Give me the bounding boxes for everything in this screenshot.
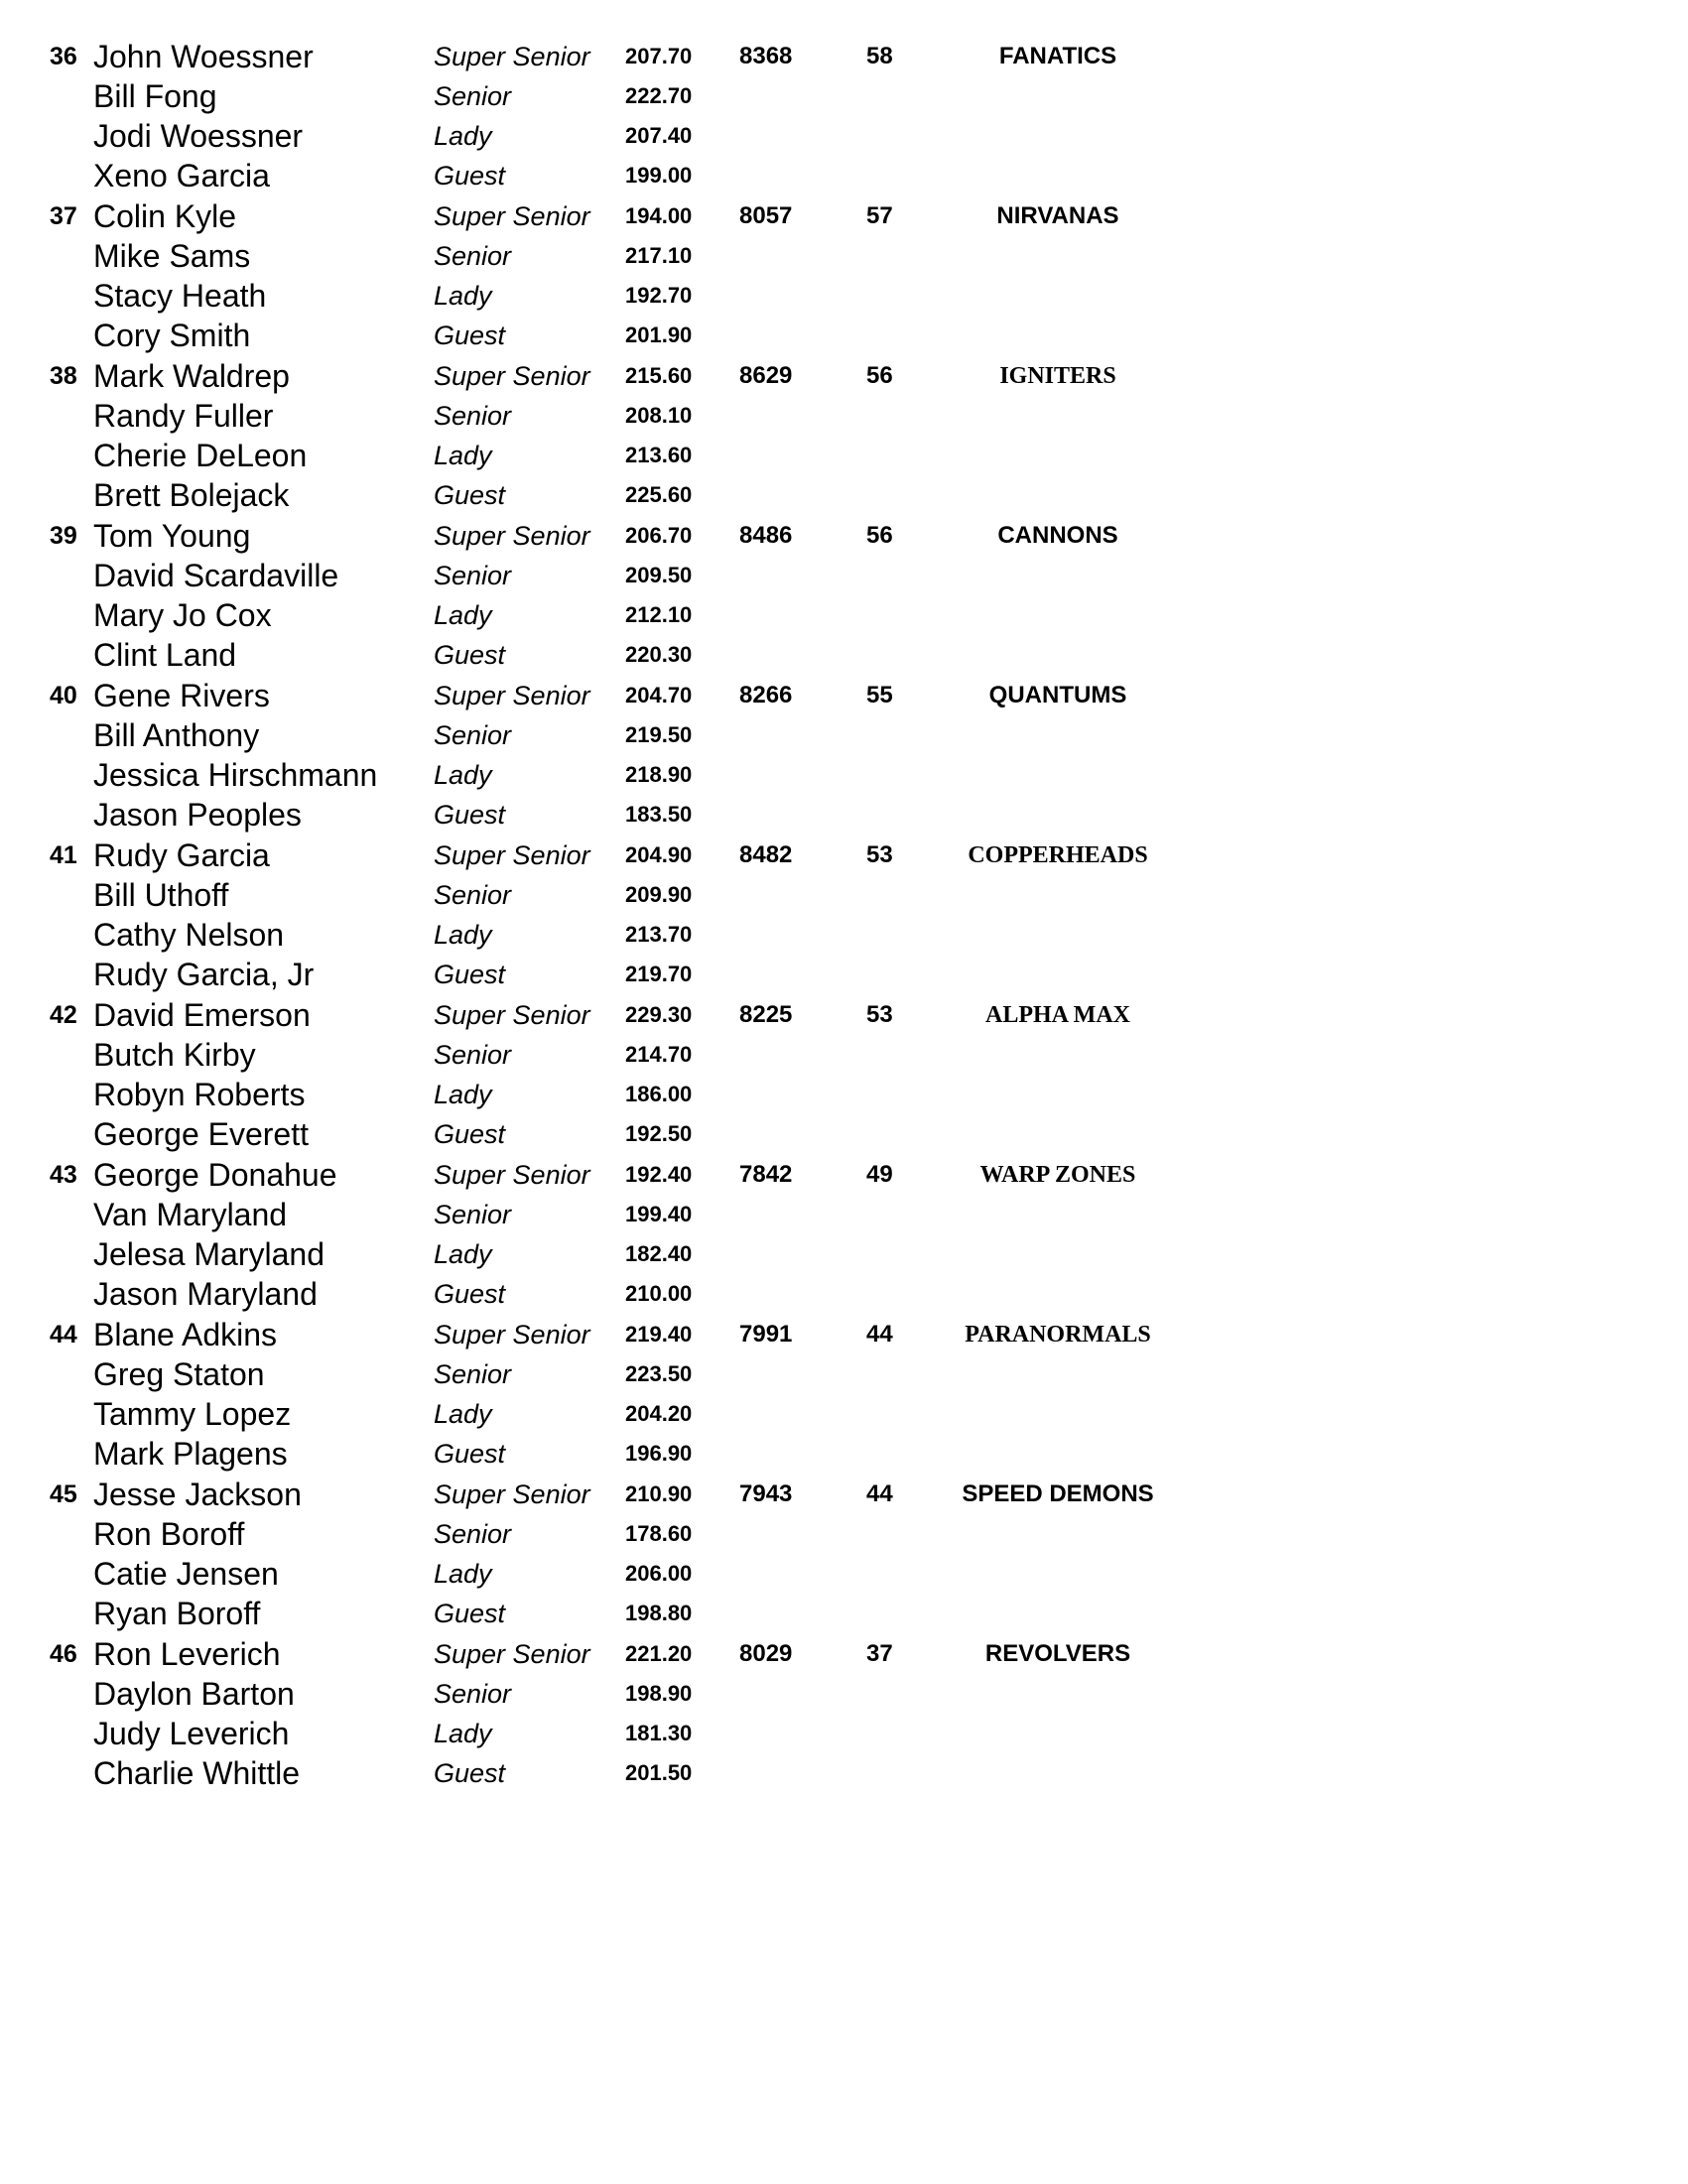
team-name: NIRVANAS <box>996 202 1119 229</box>
team-points: 44 <box>866 1321 893 1348</box>
team-rank: 44 <box>50 1321 77 1349</box>
bowler-average: 219.70 <box>625 962 693 986</box>
bowler-name: Jodi Woessner <box>93 118 304 154</box>
bowler-average: 186.00 <box>625 1082 693 1106</box>
bowler-average: 192.70 <box>625 283 693 308</box>
bowler-name: George Donahue <box>93 1157 337 1193</box>
team-points: 56 <box>866 362 893 389</box>
team-rank: 37 <box>50 202 77 230</box>
bowler-division: Super Senior <box>434 201 590 231</box>
standings-list <box>0 37 1688 1794</box>
bowler-name: Cory Smith <box>93 318 251 353</box>
member-row <box>0 1753 1688 1793</box>
member-row <box>0 116 1688 156</box>
team-points: 37 <box>866 1640 893 1667</box>
team-name: IGNITERS <box>999 363 1116 389</box>
team-rank: 46 <box>50 1640 77 1668</box>
bowler-division: Senior <box>434 1040 512 1070</box>
team-pins: 7991 <box>739 1321 793 1348</box>
bowler-division: Lady <box>434 1399 492 1429</box>
member-row <box>0 1075 1688 1114</box>
bowler-average: 219.50 <box>625 722 693 747</box>
bowler-average: 198.90 <box>625 1681 693 1706</box>
member-row <box>0 595 1688 635</box>
bowler-name: Gene Rivers <box>93 678 270 713</box>
bowler-division: Senior <box>434 561 512 590</box>
bowler-average: 206.70 <box>625 523 693 548</box>
member-row <box>0 1475 1688 1514</box>
member-row <box>0 1634 1688 1674</box>
bowler-name: Cherie DeLeon <box>93 438 308 473</box>
team-rank: 43 <box>50 1161 77 1189</box>
member-row <box>0 875 1688 915</box>
team-points: 53 <box>866 841 893 868</box>
team-points: 56 <box>866 522 893 549</box>
bowler-name: Ron Boroff <box>93 1516 245 1552</box>
team-points: 49 <box>866 1161 893 1188</box>
bowler-division: Super Senior <box>434 1000 590 1030</box>
bowler-division: Lady <box>434 441 492 470</box>
bowler-name: Jason Maryland <box>93 1276 318 1312</box>
bowler-name: Greg Staton <box>93 1356 265 1392</box>
team-block <box>0 995 1688 1155</box>
bowler-name: Ron Leverich <box>93 1636 281 1672</box>
bowler-division: Senior <box>434 720 512 750</box>
bowler-name: Stacy Heath <box>93 278 267 314</box>
team-name: REVOLVERS <box>984 1640 1131 1667</box>
member-row <box>0 1394 1688 1434</box>
bowler-division: Lady <box>434 1719 492 1748</box>
bowler-name: Rudy Garcia <box>93 837 270 873</box>
member-row <box>0 676 1688 715</box>
team-name: ALPHA MAX <box>985 1002 1130 1028</box>
team-rank: 41 <box>50 841 77 869</box>
member-row <box>0 556 1688 595</box>
member-row <box>0 1714 1688 1753</box>
bowler-division: Guest <box>434 480 506 510</box>
bowler-average: 181.30 <box>625 1721 693 1745</box>
member-row <box>0 236 1688 276</box>
member-row <box>0 1594 1688 1633</box>
bowler-name: Robyn Roberts <box>93 1077 306 1112</box>
bowler-average: 204.20 <box>625 1401 693 1426</box>
bowler-name: Judy Leverich <box>93 1716 290 1751</box>
bowler-name: Clint Land <box>93 637 237 673</box>
bowler-division: Senior <box>434 1359 512 1389</box>
member-row <box>0 436 1688 475</box>
bowler-average: 213.70 <box>625 922 693 947</box>
bowler-average: 194.00 <box>625 203 693 228</box>
team-pins: 7842 <box>739 1161 793 1188</box>
team-block <box>0 1475 1688 1634</box>
bowler-division: Senior <box>434 81 512 111</box>
bowler-average: 212.10 <box>625 602 693 627</box>
member-row <box>0 1514 1688 1554</box>
bowler-division: Guest <box>434 1599 506 1628</box>
bowler-average: 182.40 <box>625 1241 693 1266</box>
member-row <box>0 795 1688 835</box>
team-rank: 45 <box>50 1480 77 1508</box>
bowler-average: 204.90 <box>625 842 693 867</box>
bowler-division: Senior <box>434 880 512 910</box>
team-block <box>0 356 1688 516</box>
bowler-average: 225.60 <box>625 482 693 507</box>
bowler-average: 219.40 <box>625 1322 693 1347</box>
team-name: FANATICS <box>998 43 1117 69</box>
member-row <box>0 396 1688 436</box>
team-rank: 40 <box>50 682 77 709</box>
bowler-name: Cathy Nelson <box>93 917 285 953</box>
bowler-division: Super Senior <box>434 361 590 391</box>
team-pins: 8057 <box>739 202 793 229</box>
bowler-division: Lady <box>434 1239 492 1269</box>
bowler-name: Butch Kirby <box>93 1037 256 1073</box>
bowler-division: Lady <box>434 920 492 950</box>
bowler-average: 218.90 <box>625 762 693 787</box>
bowler-average: 214.70 <box>625 1042 693 1067</box>
team-block <box>0 835 1688 995</box>
bowler-name: George Everett <box>93 1116 309 1152</box>
bowler-name: Daylon Barton <box>93 1676 295 1712</box>
member-row <box>0 1315 1688 1354</box>
bowler-name: Blane Adkins <box>93 1317 278 1352</box>
bowler-average: 209.90 <box>625 882 693 907</box>
bowler-division: Super Senior <box>434 42 590 71</box>
bowler-division: Super Senior <box>434 681 590 710</box>
bowler-division: Senior <box>434 1679 512 1709</box>
team-name: PARANORMALS <box>965 1322 1151 1348</box>
team-name: WARP ZONES <box>979 1162 1136 1188</box>
bowler-name: Bill Uthoff <box>93 877 229 913</box>
member-row <box>0 1234 1688 1274</box>
bowler-division: Guest <box>434 1758 506 1788</box>
bowler-division: Guest <box>434 321 506 350</box>
bowler-average: 178.60 <box>625 1521 693 1546</box>
team-name: CANNONS <box>997 522 1118 549</box>
bowler-average: 201.90 <box>625 322 693 347</box>
member-row <box>0 76 1688 116</box>
team-points: 53 <box>866 1001 893 1028</box>
bowler-average: 198.80 <box>625 1601 693 1625</box>
team-name: QUANTUMS <box>988 682 1127 708</box>
bowler-name: Mark Waldrep <box>93 358 290 394</box>
bowler-average: 206.00 <box>625 1561 693 1586</box>
bowler-average: 215.60 <box>625 363 693 388</box>
bowler-division: Super Senior <box>434 1160 590 1190</box>
bowler-name: Catie Jensen <box>93 1556 279 1592</box>
bowler-average: 192.40 <box>625 1162 693 1187</box>
bowler-name: Mary Jo Cox <box>93 597 272 633</box>
bowler-average: 183.50 <box>625 802 693 827</box>
bowler-name: Xeno Garcia <box>93 158 270 193</box>
member-row <box>0 37 1688 76</box>
bowler-name: Van Maryland <box>93 1197 288 1232</box>
bowler-name: Mike Sams <box>93 238 251 274</box>
member-row <box>0 1155 1688 1195</box>
member-row <box>0 955 1688 994</box>
team-block <box>0 676 1688 835</box>
bowler-name: John Woessner <box>93 39 314 74</box>
bowler-name: Colin Kyle <box>93 198 237 234</box>
bowler-division: Senior <box>434 1519 512 1549</box>
bowler-division: Senior <box>434 241 512 271</box>
bowler-division: Guest <box>434 1119 506 1149</box>
bowler-name: David Scardaville <box>93 558 339 593</box>
bowler-average: 210.00 <box>625 1281 693 1306</box>
team-name: SPEED DEMONS <box>962 1480 1154 1507</box>
member-row <box>0 1195 1688 1234</box>
bowler-division: Guest <box>434 640 506 670</box>
team-points: 44 <box>866 1480 893 1507</box>
member-row <box>0 1554 1688 1594</box>
member-row <box>0 516 1688 556</box>
member-row <box>0 715 1688 755</box>
member-row <box>0 276 1688 316</box>
bowler-name: Bill Fong <box>93 78 217 114</box>
bowler-average: 210.90 <box>625 1481 693 1506</box>
member-row <box>0 356 1688 396</box>
member-row <box>0 1434 1688 1474</box>
bowler-average: 207.40 <box>625 123 693 148</box>
team-rank: 42 <box>50 1001 77 1029</box>
team-pins: 7943 <box>739 1480 793 1507</box>
team-rank: 36 <box>50 43 77 70</box>
bowler-average: 209.50 <box>625 563 693 587</box>
bowler-division: Lady <box>434 1080 492 1109</box>
team-block <box>0 196 1688 356</box>
team-pins: 8368 <box>739 43 793 69</box>
bowler-name: David Emerson <box>93 997 311 1033</box>
bowler-name: Tammy Lopez <box>93 1396 292 1432</box>
team-block <box>0 37 1688 196</box>
bowler-division: Guest <box>434 1439 506 1469</box>
bowler-name: Jesse Jackson <box>93 1477 302 1512</box>
member-row <box>0 1035 1688 1075</box>
bowler-division: Lady <box>434 760 492 790</box>
bowler-name: Jason Peoples <box>93 797 302 833</box>
bowler-average: 204.70 <box>625 683 693 707</box>
team-rank: 38 <box>50 362 77 390</box>
bowler-name: Bill Anthony <box>93 717 260 753</box>
team-name: COPPERHEADS <box>968 842 1148 868</box>
bowler-name: Ryan Boroff <box>93 1596 261 1631</box>
team-block <box>0 516 1688 676</box>
team-points: 57 <box>866 202 893 229</box>
member-row <box>0 156 1688 195</box>
bowler-division: Lady <box>434 121 492 151</box>
bowler-average: 201.50 <box>625 1760 693 1785</box>
team-pins: 8266 <box>739 682 793 708</box>
bowler-name: Rudy Garcia, Jr <box>93 957 315 992</box>
team-pins: 8225 <box>739 1001 793 1028</box>
bowler-average: 208.10 <box>625 403 693 428</box>
bowler-average: 221.20 <box>625 1641 693 1666</box>
member-row <box>0 995 1688 1035</box>
bowler-name: Charlie Whittle <box>93 1755 301 1791</box>
bowler-name: Randy Fuller <box>93 398 274 434</box>
team-points: 55 <box>866 682 893 708</box>
bowler-average: 223.50 <box>625 1361 693 1386</box>
team-pins: 8629 <box>739 362 793 389</box>
bowler-division: Guest <box>434 161 506 191</box>
bowler-name: Jelesa Maryland <box>93 1236 325 1272</box>
team-pins: 8029 <box>739 1640 793 1667</box>
team-block <box>0 1315 1688 1475</box>
bowler-average: 199.00 <box>625 163 693 188</box>
member-row <box>0 1114 1688 1154</box>
member-row <box>0 1274 1688 1314</box>
member-row <box>0 1674 1688 1714</box>
bowler-average: 217.10 <box>625 243 693 268</box>
bowler-average: 199.40 <box>625 1202 693 1226</box>
member-row <box>0 915 1688 955</box>
team-pins: 8486 <box>739 522 793 549</box>
bowler-average: 213.60 <box>625 443 693 467</box>
team-points: 58 <box>866 43 893 69</box>
member-row <box>0 475 1688 515</box>
team-block <box>0 1634 1688 1794</box>
bowler-name: Mark Plagens <box>93 1436 288 1472</box>
bowler-name: Brett Bolejack <box>93 477 290 513</box>
bowler-division: Lady <box>434 281 492 311</box>
bowler-division: Guest <box>434 1279 506 1309</box>
bowler-average: 222.70 <box>625 83 693 108</box>
bowler-division: Guest <box>434 960 506 989</box>
team-block <box>0 1155 1688 1315</box>
bowler-average: 196.90 <box>625 1441 693 1466</box>
member-row <box>0 835 1688 875</box>
bowler-division: Super Senior <box>434 1479 590 1509</box>
bowler-average: 220.30 <box>625 642 693 667</box>
member-row <box>0 196 1688 236</box>
member-row <box>0 635 1688 675</box>
bowler-division: Super Senior <box>434 1320 590 1349</box>
member-row <box>0 755 1688 795</box>
bowler-average: 207.70 <box>625 44 693 68</box>
bowler-average: 192.50 <box>625 1121 693 1146</box>
bowler-division: Super Senior <box>434 840 590 870</box>
bowler-name: Tom Young <box>93 518 251 554</box>
team-pins: 8482 <box>739 841 793 868</box>
member-row <box>0 316 1688 355</box>
bowler-division: Lady <box>434 600 492 630</box>
bowler-division: Senior <box>434 1200 512 1229</box>
member-row <box>0 1354 1688 1394</box>
bowler-division: Guest <box>434 800 506 830</box>
bowler-name: Jessica Hirschmann <box>93 757 378 793</box>
bowler-division: Super Senior <box>434 521 590 551</box>
bowler-average: 229.30 <box>625 1002 693 1027</box>
bowler-division: Super Senior <box>434 1639 590 1669</box>
bowler-division: Senior <box>434 401 512 431</box>
bowler-division: Lady <box>434 1559 492 1589</box>
team-rank: 39 <box>50 522 77 550</box>
